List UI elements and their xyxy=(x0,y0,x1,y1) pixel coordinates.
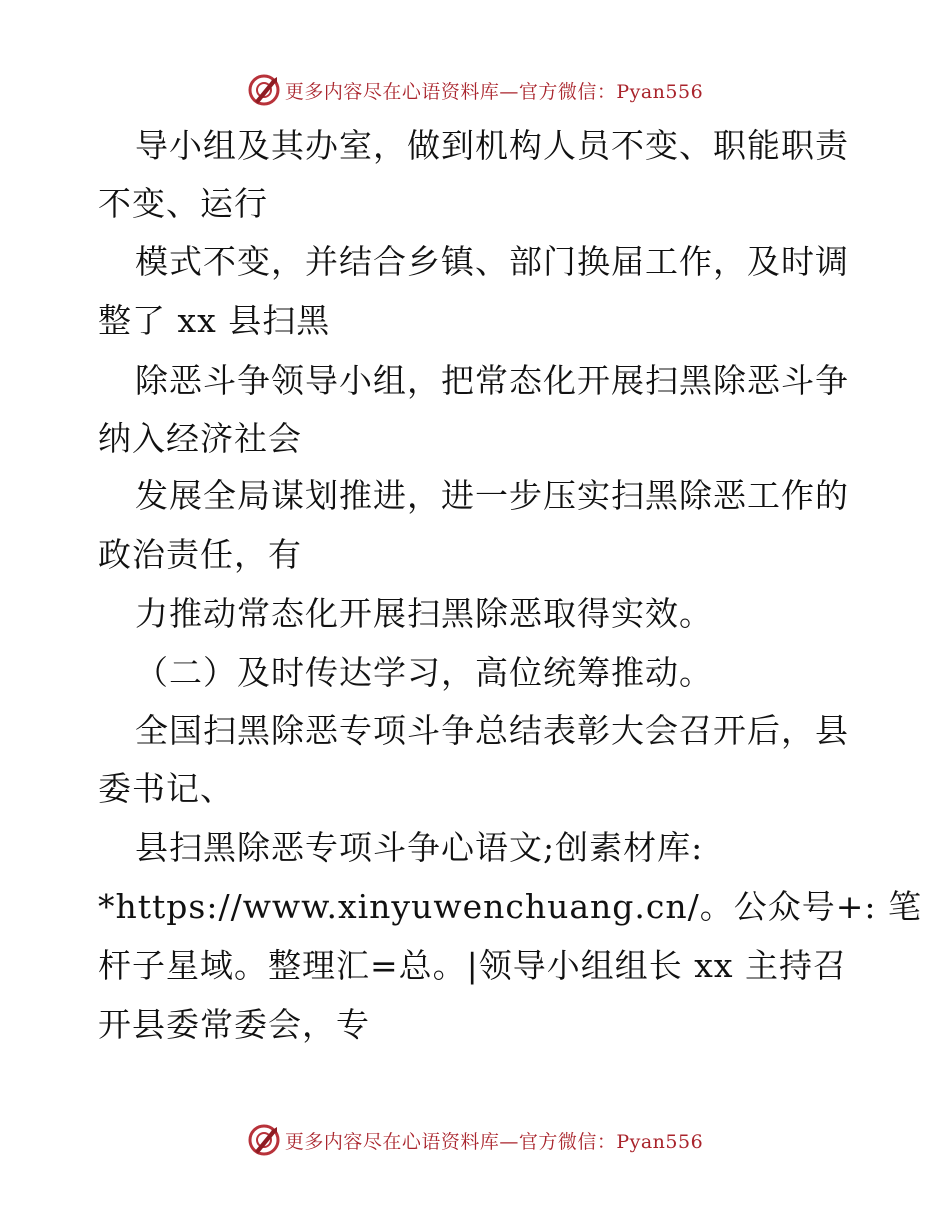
text-line: 开县委常委会，专 xyxy=(98,1005,370,1044)
text-line: *https://www.xinyuwenchuang.cn/。公众号+: 笔 xyxy=(98,887,922,926)
text-line: 政治责任，有 xyxy=(98,535,302,574)
text-line: 模式不变，并结合乡镇、部门换届工作，及时调 xyxy=(135,242,849,281)
header-banner-text: 更多内容尽在心语资料库—官方微信：Pyan556 xyxy=(284,80,704,103)
text-line: 纳入经济社会 xyxy=(98,419,302,458)
text-line: 力推动常态化开展扫黑除恶取得实效。 xyxy=(135,594,713,633)
text-line: 委书记、 xyxy=(98,769,234,808)
text-line: 杆子星域。整理汇=总。|领导小组组长 xx 主持召 xyxy=(98,946,847,985)
text-line: （二）及时传达学习，高位统筹推动。 xyxy=(135,653,713,692)
text-line: 除恶斗争领导小组，把常态化开展扫黑除恶斗争 xyxy=(135,361,849,400)
logo-icon xyxy=(247,1123,281,1157)
text-line: 不变、运行 xyxy=(98,184,268,223)
text-line: 导小组及其办室，做到机构人员不变、职能职责 xyxy=(135,126,849,165)
text-line: 全国扫黑除恶专项斗争总结表彰大会召开后，县 xyxy=(135,711,849,750)
text-line: 发展全局谋划推进，进一步压实扫黑除恶工作的 xyxy=(135,476,849,515)
footer-banner-text: 更多内容尽在心语资料库—官方微信：Pyan556 xyxy=(284,1130,704,1153)
text-line: 整了 xx 县扫黑 xyxy=(98,301,331,340)
footer-banner xyxy=(0,1122,950,1158)
text-line: 县扫黑除恶专项斗争心语文;创素材库: xyxy=(135,828,704,867)
